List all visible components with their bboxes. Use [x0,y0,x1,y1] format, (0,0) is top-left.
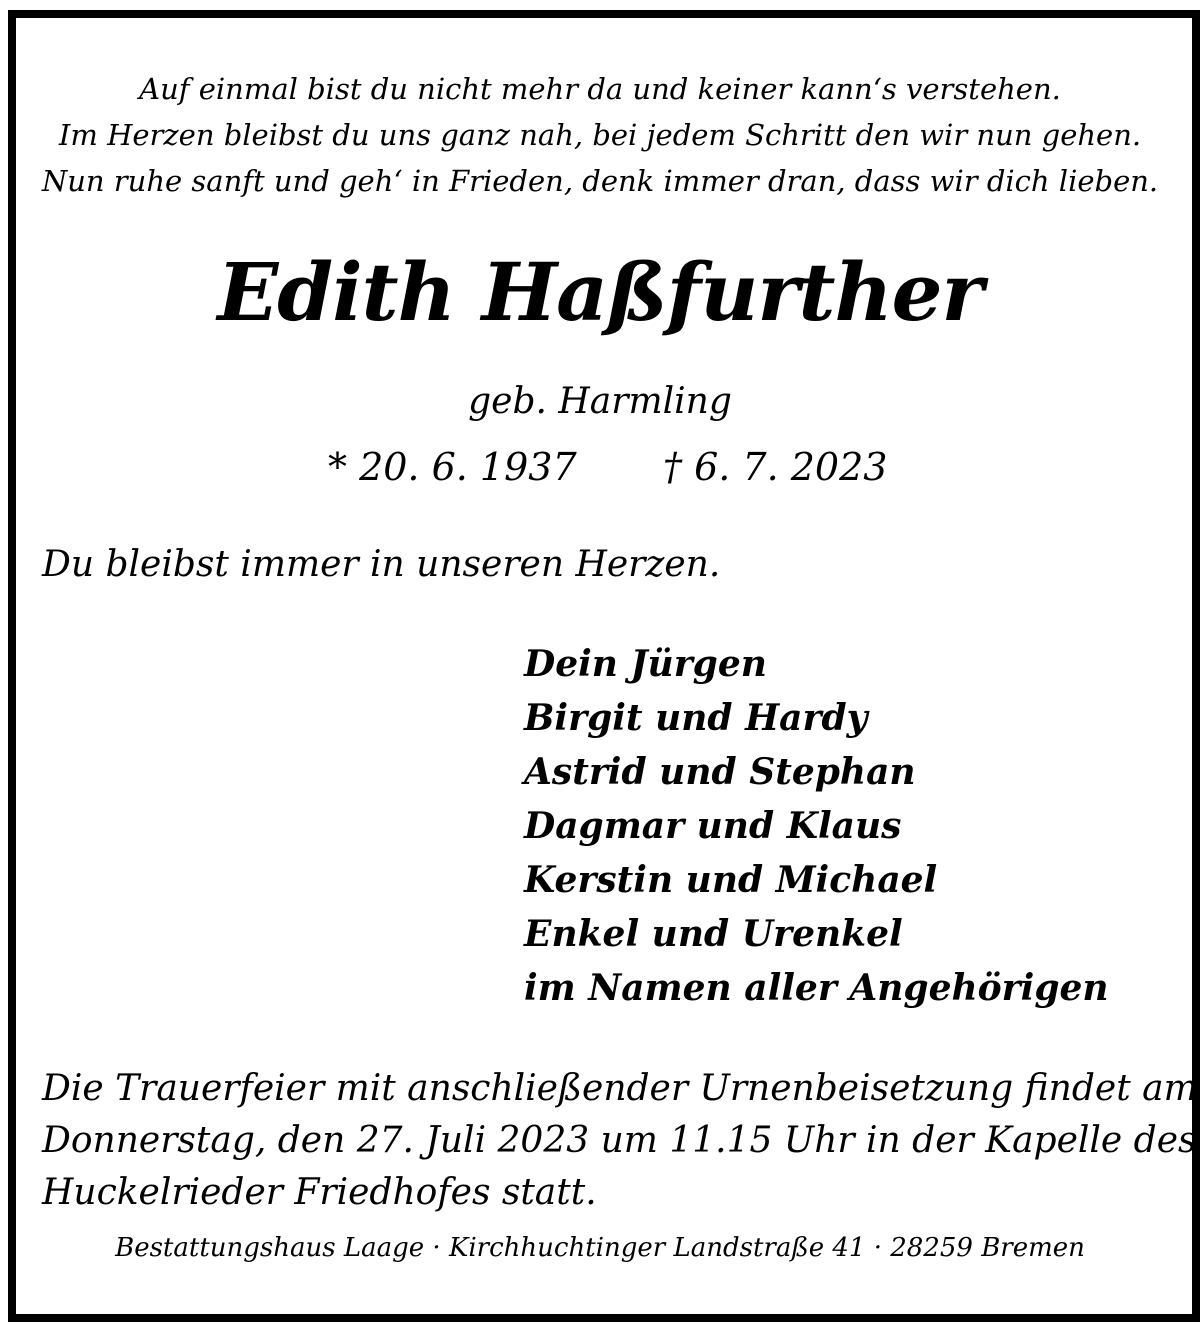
maiden-name: geb. Harmling [468,381,732,422]
birth-date: * 20. 6. 1937 [328,445,577,489]
signer: Enkel und Urenkel [524,913,903,955]
service-details [42,1063,1198,1219]
poem-line: Auf einmal bist du nicht mehr da und keiner kann‘s verstehen. [139,72,1061,106]
signer: Astrid und Stephan [524,751,916,793]
poem-line: Im Herzen bleibst du uns ganz nah, bei jedem Schritt den wir nun gehen. [58,118,1142,152]
closing-line: Du bleibst immer in unseren Herzen. [42,544,721,585]
service-line: Die Trauerfeier mit anschließender Urnenbeisetzung findet am [42,1068,1198,1109]
poem-line: Nun ruhe sanft und geh‘ in Frieden, denk immer dran, dass wir dich lieben. [41,164,1159,198]
signer: Kerstin und Michael [524,859,938,901]
signer: Dein Jürgen [524,643,767,685]
signer: Birgit und Hardy [524,697,868,739]
signer: im Namen aller Angehörigen [524,967,1109,1009]
signers-list [524,637,1109,1015]
poem [0,66,1200,204]
death-date: † 6. 7. 2023 [663,445,888,489]
deceased-name: Edith Haßfurther [217,245,983,339]
signer: Dagmar und Klaus [524,805,902,847]
service-line: Huckelrieder Friedhofes statt. [42,1172,597,1213]
life-dates [0,442,1200,492]
service-line: Donnerstag, den 27. Juli 2023 um 11.15 Uhr in der Kapelle des [42,1120,1197,1161]
undertaker-info: Bestattungshaus Laage · Kirchhuchtinger Landstraße 41 · 28259 Bremen [115,1233,1085,1263]
